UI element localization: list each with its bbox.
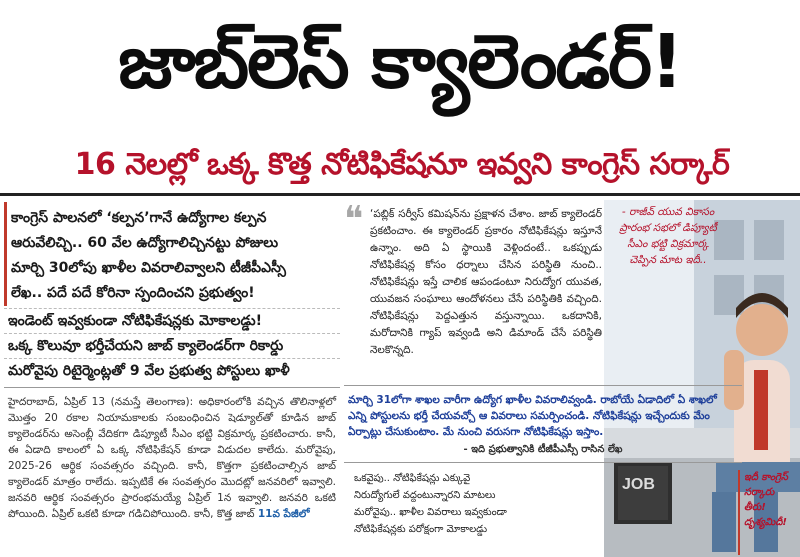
job-box-label: JOB [622,476,655,493]
bottom-quote-line: నిరుద్యోగులే వద్దంటున్నారని మాటలు [354,490,496,501]
callout: - రాజీవ్ యువ వికాసం ప్రారంభ సభలో డిప్యూటీ సీఎం భట్టి విక్రమార్క చెప్పిన మాట ఇదీ.. [619,206,717,266]
divider [0,193,800,196]
bottom-quote-line: మరోవైపు.. ఖాళీల వివరాలు ఇవ్వకుండా [354,507,507,518]
article-body [4,387,340,522]
left-column [4,202,340,557]
lead-line: మార్చి 30లోపు ఖాళీల వివరాలివ్వాలని టీజీపీఎస్సీ [11,260,286,276]
continue-link[interactable]: 11వ పేజీలో [257,508,310,520]
lead-block [4,202,340,306]
bottom-quote-line: ఒకవైపు.. నోటిఫికేషన్లు ఎక్కువై [354,473,471,484]
quote-text: ‘పబ్లిక్ సర్వీస్ కమిషన్‌ను ప్రక్షాళన చేశాం. జాబ్ క్యాలెండర్ ప్రకటించాం. ఈ క్యాలెండర్ ప్రకారం నోటిఫికేషన్లు ఇస్తూనే ఉన్నాం. అది ఏ స్థాయికి వెళ్లిందంటే.. ఒకప్పుడు నోటిఫికేషన్ల కోసం ధర్నాలు చేసిన పరిస్థితి నుంచి.. నోటిఫికేషన్లు ఇస్తే చాలిక ఆపండంటూ నిరుద్యోగ యువత, యువజన సంఘాలు ఆందోళనలు చేసే పరిస్థితికి వచ్చింది. నోటిఫికేషన్లు పెద్దఎత్తున వస్తున్నాయి. ఒకదానికి, మరోదానికి గ్యాప్ ఇవ్వండి అని డిమాండ్ చేసే పరిస్థితి నెలకొన్నది. [370,208,602,356]
subheadline: 16 నెలల్లో ఒక్క కొత్త నోటిఫికేషనూ ఇవ్వని కాంగ్రెస్ సర్కార్ [74,147,730,182]
quote-column [344,202,606,382]
quote-icon: ❝ [344,202,364,240]
bottom-quote [354,470,536,557]
tgpsc-letter-caption: - ఇది ప్రభుత్వానికి టీజీపీఎస్సీ రాసిన లేఖ [463,444,623,455]
tgpsc-letter-box [344,385,742,463]
lead-line: లేఖ.. పదే పదే కోరినా స్పందించని ప్రభుత్వం! [11,285,255,301]
bullet-line: ఒక్క కొలువూ భర్తీచేయని జాబ్ క్యాలెండర్‌గా రికార్డు [4,333,340,358]
tgpsc-letter-text: మార్చి 31లోగా శాఖల వారీగా ఉద్యోగ ఖాళీల వివరాలివ్వండి. రాబోయే ఏడాదిలో ఏ శాఖలో ఎన్ని పోస్టులను భర్తీ చేయవచ్చో ఆ వివరాలు సమర్పించండి. నోటిఫికేషన్లు ఇచ్చేందుకు మేం ఏర్పాట్లు చేసుకుంటాం. మే నుంచి వరుసగా నోటిఫికేషన్లు ఇస్తాం. [348,394,717,438]
bullet-line: మరోవైపు రిటైర్మెంట్లతో 9 వేల ప్రభుత్వ పోస్టులు ఖాళీ [4,358,340,383]
sidebox: ఇదీ కాంగ్రెస్ సర్కారు తీరు! దృశ్యమిదీ! [738,470,796,555]
lead-line: ఆరువేలిచ్చి.. 60 వేల ఉద్యోగాలిచ్చినట్టు పోజులు [11,235,279,251]
bullet-line: ఇండెంట్ ఇవ్వకుండా నోటిఫికేషన్లకు మోకాలడ్డు! [4,308,340,333]
headline: జాబ్‌లెస్ క్యాలెండర్! [118,19,682,105]
bottom-quote-line: నోటిఫికేషన్లకు పరోక్షంగా మోకాలడ్డు [354,524,488,535]
article-body-text: హైదరాబాద్, ఏప్రిల్ 13 (నమస్తే తెలంగాణ): అధికారంలోకి వచ్చిన తొలినాళ్లలో మొత్తం 20 రకాల నియామకాలకు సంబంధించిన షెడ్యూల్‌తో కూడిన జాబ్ క్యాలెండర్‌ను అసెంబ్లీ వేదికగా డిప్యూటీ సీఎం భట్టి విక్రమార్క ప్రకటించారు. కానీ, ఈ ఏడాది కాలంలో ఏ ఒక్క నోటిఫికేషన్ కూడా విడుదల కాలేదు. మరోవైపు, 2025-26 ఆర్థిక సంవత్సరం వచ్చింది. కానీ, కొత్తగా ప్రకటించాల్సిన జాబ్ క్యాలెండర్ మాత్రం రాలేదు. ఇప్పటికే ఈ సంవత్సరం మొదట్లో జనవరిలో ఇవ్వాలి. జనవరి ఆర్థిక సంవత్సరం ప్రారంభమయ్యే ఏప్రిల్ 1న ఇవ్వాలి. జనవరి ఒకటి పోయింది. ఏప్రిల్ ఒకటి కూడా గడిచిపోయింది. కానీ, కొత్త జాబ్ [8,396,336,520]
lead-line: కాంగ్రెస్ పాలనలో ‘కల్పన’గానే ఉద్యోగాల కల్పన [11,210,267,226]
